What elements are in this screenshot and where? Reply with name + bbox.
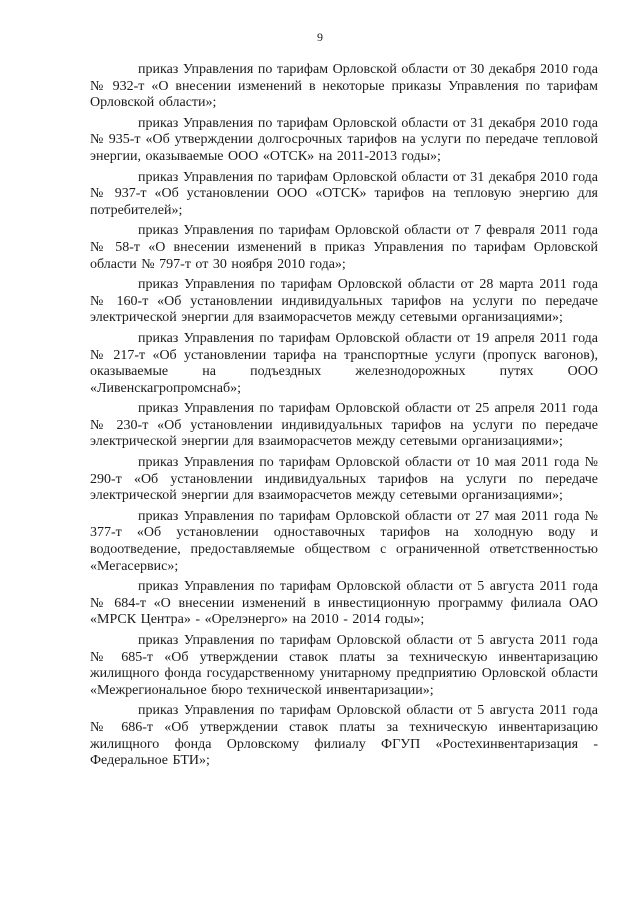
order-item-5: приказ Управления по тарифам Орловской области от 28 марта 2011 года № 160-т «Об установлении индивидуальных тарифов на услуги по передаче электрической энергии для взаиморасчетов между сетевыми организациями»; bbox=[90, 277, 598, 326]
order-item-1: приказ Управления по тарифам Орловской области от 30 декабря 2010 года № 932-т «О внесении изменений в некоторые приказы Управления по тарифам Орловской области»; bbox=[90, 62, 598, 111]
order-item-4: приказ Управления по тарифам Орловской области от 7 февраля 2011 года № 58-т «О внесении изменений в приказ Управления по тарифам Орловской области № 797-т от 30 ноября 2010 года»; bbox=[90, 223, 598, 272]
order-item-7: приказ Управления по тарифам Орловской области от 25 апреля 2011 года № 230-т «Об установлении индивидуальных тарифов на услуги по передаче электрической энергии для взаиморасчетов между сетевыми организациями»; bbox=[90, 401, 598, 450]
order-item-12: приказ Управления по тарифам Орловской области от 5 августа 2011 года № 686-т «Об утверждении ставок платы за техническую инвентаризацию жилищного фонда Орловскому филиалу ФГУП «Ростехинвентаризация - Федеральное БТИ»; bbox=[90, 703, 598, 769]
order-item-9: приказ Управления по тарифам Орловской области от 27 мая 2011 года № 377-т «Об установлении одноставочных тарифов на холодную воду и водоотведение, предоставляемые обществом с ограниченной ответственностью «Мегасервис»; bbox=[90, 508, 598, 574]
order-item-8: приказ Управления по тарифам Орловской области от 10 мая 2011 года № 290-т «Об установлении индивидуальных тарифов на услуги по передаче электрической энергии для взаиморасчетов между сетевыми организациями»; bbox=[90, 455, 598, 504]
order-item-3: приказ Управления по тарифам Орловской области от 31 декабря 2010 года № 937-т «Об установлении ООО «ОТСК» тарифов на тепловую энергию для потребителей»; bbox=[90, 169, 598, 218]
order-item-6: приказ Управления по тарифам Орловской области от 19 апреля 2011 года № 217-т «Об установлении тарифа на транспортные услуги (пропуск вагонов), оказываемые на подъездных железнодорожных путях ООО «Ливенскагропромснаб»; bbox=[90, 330, 598, 396]
document-body bbox=[90, 62, 598, 774]
order-item-2: приказ Управления по тарифам Орловской области от 31 декабря 2010 года № 935-т «Об утверждении долгосрочных тарифов на услуги по передаче тепловой энергии, оказываемые ООО «ОТСК» на 2011-2013 годы»; bbox=[90, 115, 598, 164]
order-item-10: приказ Управления по тарифам Орловской области от 5 августа 2011 года № 684-т «О внесении изменений в инвестиционную программу филиала ОАО «МРСК Центра» - «Орелэнерго» на 2010 - 2014 годы»; bbox=[90, 579, 598, 628]
order-item-11: приказ Управления по тарифам Орловской области от 5 августа 2011 года № 685-т «Об утверждении ставок платы за техническую инвентаризацию жилищного фонда государственному унитарному предприятию Орловской области «Межрегиональное бюро технической инвентаризации»; bbox=[90, 633, 598, 698]
page-number: 9 bbox=[317, 30, 323, 44]
